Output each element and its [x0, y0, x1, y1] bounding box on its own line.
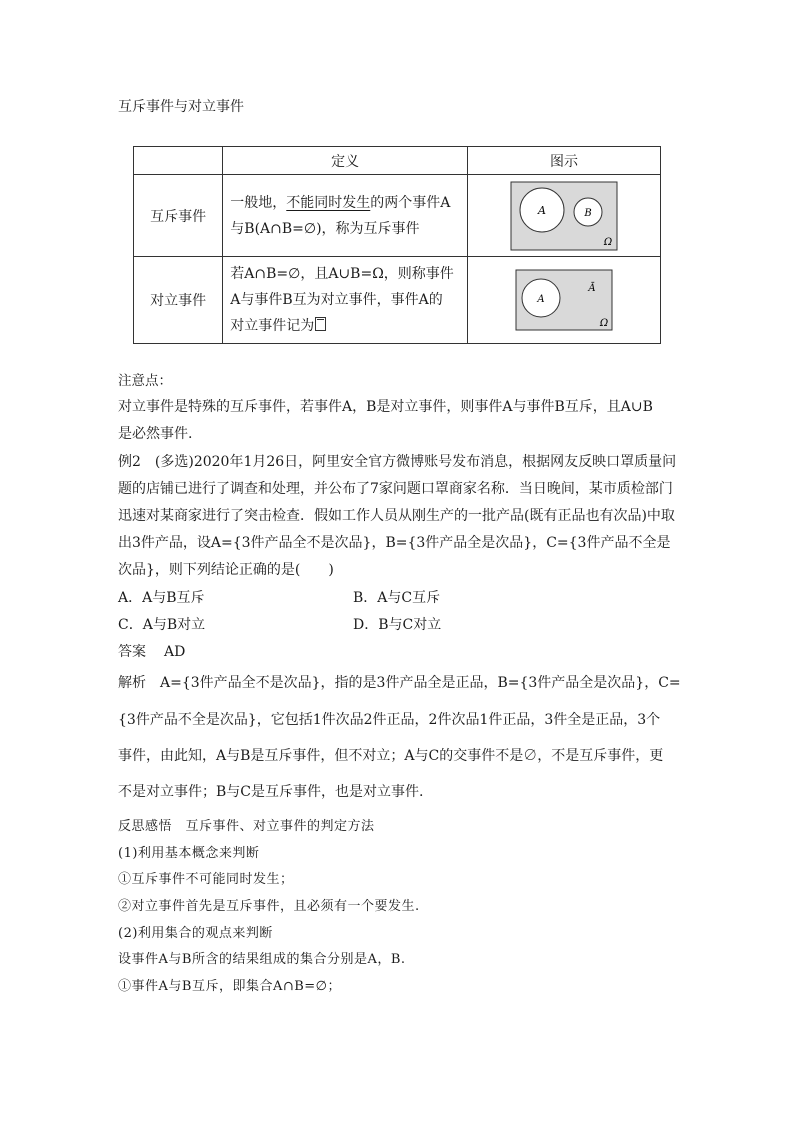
row-name: 互斥事件: [134, 175, 223, 257]
analysis-line-3: 事件，由此知，A与B是互斥事件，但不对立；A与C的交事件不是∅，不是互斥事件，更: [118, 748, 664, 764]
option-a: A．A与B互斥: [118, 590, 205, 606]
notes-line-1: 对立事件是特殊的互斥事件，若事件A，B是对立事件，则事件A与事件B互斥，且A∪B: [118, 399, 653, 415]
example-line-1: 例2 (多选)2020年1月26日，阿里安全官方微博账号发布消息，根据网友反映口罩质量问: [118, 454, 677, 470]
answer-value: AD: [164, 644, 186, 660]
answer-label: 答案: [118, 644, 146, 660]
row-name: 对立事件: [134, 257, 223, 344]
label-a: A: [537, 294, 545, 305]
label-omega: Ω: [599, 318, 609, 329]
reflection-title: 反思感悟 互斥事件、对立事件的判定方法: [118, 819, 375, 834]
example-line-5: 次品}，则下列结论正确的是( ): [118, 562, 334, 578]
notes-label: 注意点：: [118, 373, 172, 389]
reflection-line-4: (2)利用集合的观点来判断: [118, 926, 273, 941]
example-line-3: 迅速对某商家进行了突击检查．假如工作人员从刚生产的一批产品(既有正品也有次品)中取: [118, 508, 675, 524]
option-b: B．A与C互斥: [353, 590, 441, 606]
reflection-line-1: (1)利用基本概念来判断: [118, 846, 260, 861]
section-title: 互斥事件与对立事件: [118, 99, 244, 115]
row-definition: 若A∩B=∅，且A∪B=Ω，则称事件 A与事件B互为对立事件，事件A的 对立事件记为: [223, 257, 468, 344]
table-row-mutually-exclusive: [134, 175, 661, 257]
header-empty: [134, 147, 223, 175]
venn-diagram-complement: [515, 269, 613, 331]
analysis-line-1: 解析 A={3件产品全不是次品}，指的是3件产品全是正品，B={3件产品全是次品}，C=: [118, 675, 681, 691]
header-definition: 定义: [223, 147, 468, 175]
answer: [118, 641, 185, 661]
venn-diagram-cell: [467, 175, 660, 257]
label-b: B: [584, 207, 592, 219]
example-line-2: 题的店铺已进行了调查和处理，并公布了7家问题口罩商家名称．当日晚间，某市质检部门: [118, 481, 673, 497]
venn-diagram-exclusive: [510, 181, 618, 251]
notes-line-2: 是必然事件.: [118, 426, 193, 442]
definition-table: [133, 146, 661, 344]
example-line-4: 出3件产品，设A={3件产品全不是次品}，B={3件产品全是次品}，C={3件产品不全是: [118, 535, 671, 551]
table-header-row: [134, 147, 661, 175]
reflection-line-3: ②对立事件首先是互斥事件，且必须有一个要发生.: [118, 899, 420, 914]
row-definition: 一般地，不能同时发生的两个事件A 与B(A∩B=∅)，称为互斥事件: [223, 175, 468, 257]
venn-diagram-cell: [467, 257, 660, 344]
header-diagram: 图示: [467, 147, 660, 175]
label-a: A: [537, 203, 546, 217]
label-omega: Ω: [603, 236, 613, 248]
option-d: D．B与C对立: [353, 617, 442, 633]
reflection-line-2: ①互斥事件不可能同时发生；: [118, 872, 294, 887]
underlined-key-phrase: 不能同时发生: [286, 194, 371, 211]
option-c: C．A与B对立: [118, 617, 206, 633]
complement-box-icon: [315, 317, 326, 331]
label-a-complement: Ā: [588, 283, 596, 294]
table-row-complementary: [134, 257, 661, 344]
analysis-line-4: 不是对立事件；B与C是互斥事件，也是对立事件.: [118, 784, 424, 800]
analysis-line-2: {3件产品不全是次品}，它包括1件次品2件正品，2件次品1件正品，3件全是正品，3个: [118, 712, 661, 728]
reflection-line-6: ①事件A与B互斥，即集合A∩B=∅；: [118, 979, 341, 994]
reflection-line-5: 设事件A与B所含的结果组成的集合分别是A，B.: [118, 952, 406, 967]
